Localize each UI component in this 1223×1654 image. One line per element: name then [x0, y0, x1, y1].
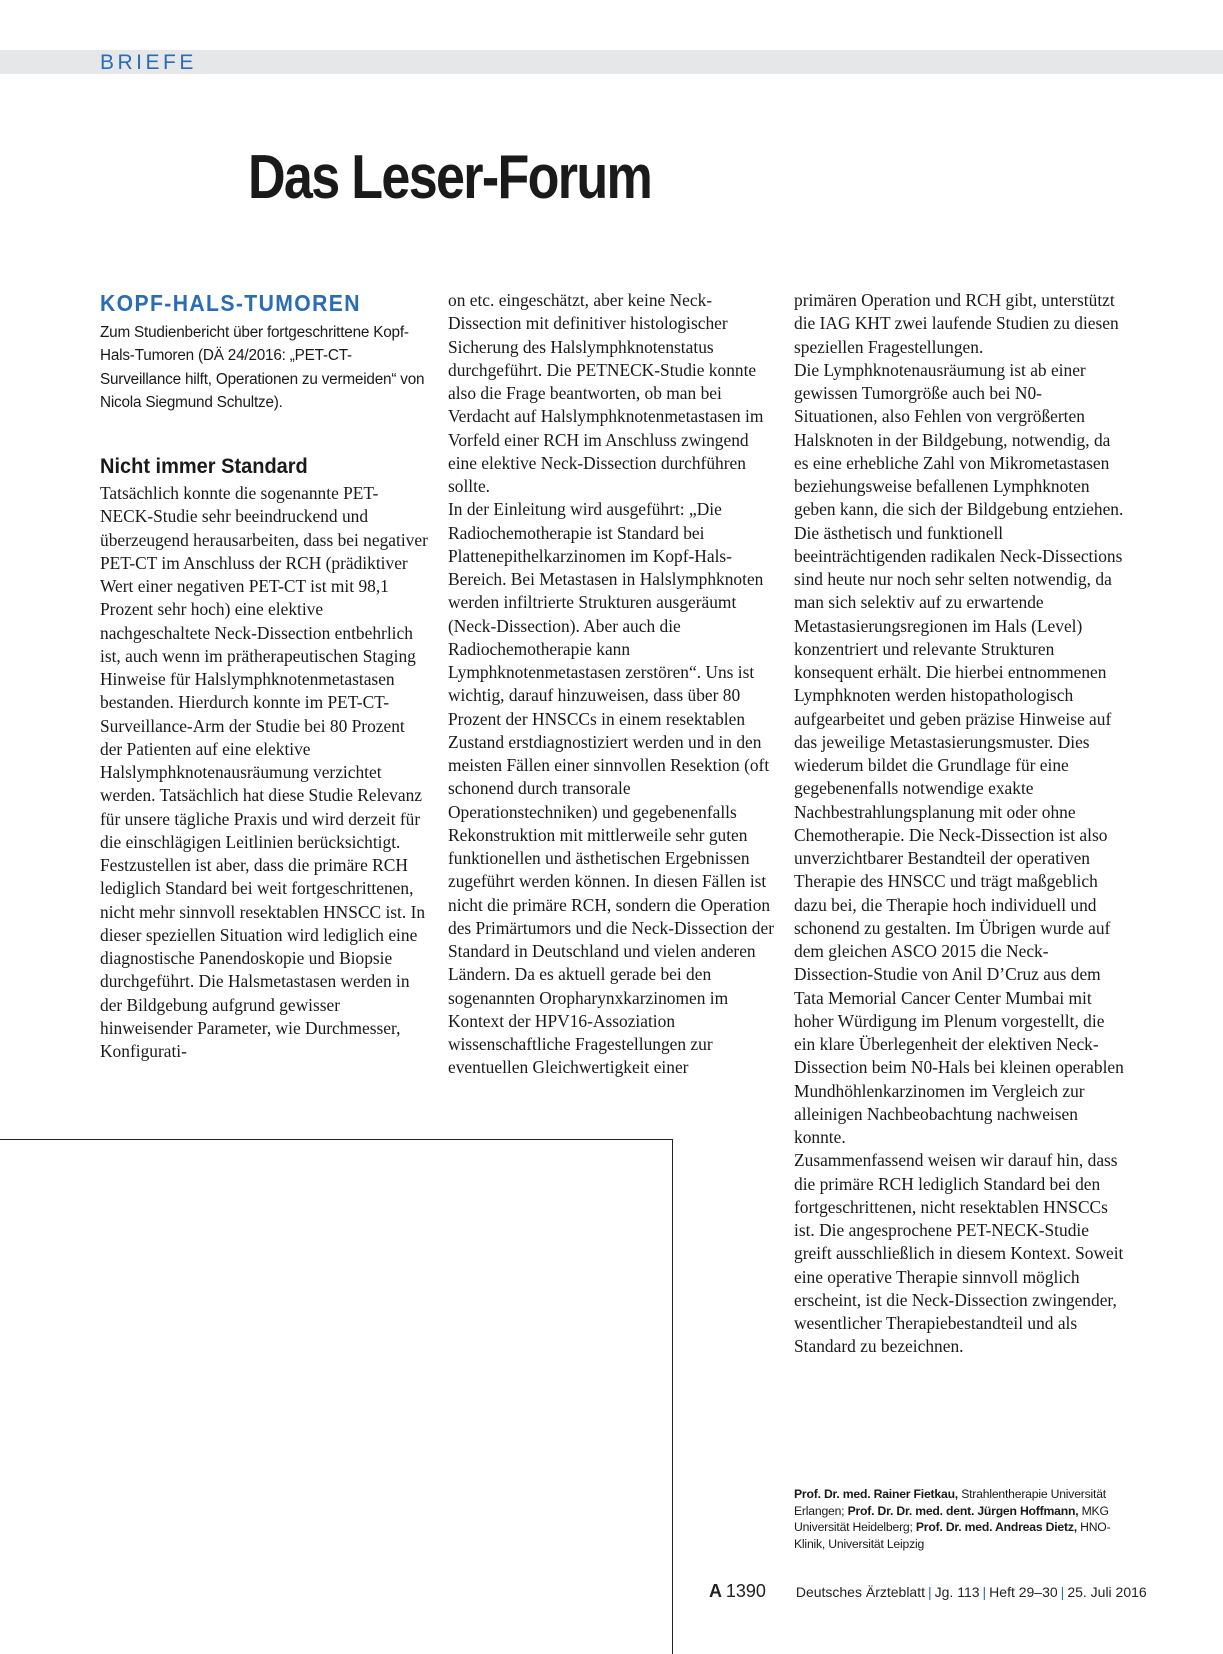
author-affiliation: MKG Universität Heidelberg;	[794, 1503, 1109, 1535]
body-paragraph: Zusammenfassend weisen wir darauf hin, dass die primäre RCH lediglich Standard bei den fortgeschrittenen, nicht resektablen HNSCCs ist. Die angesprochene PET-NECK-Studie greift ausschließlich in diesem Kontext. Soweit eine operative Therapie sinnvoll möglich erscheint, ist die Neck-Dissection zwingender, wesentlicher Therapiebestandteil und als Standard zu bezeichnen.	[794, 1150, 1124, 1357]
page-footer	[709, 1581, 1147, 1602]
article-column-2	[448, 289, 778, 1080]
ad-frame-top-border	[0, 1139, 673, 1140]
body-paragraph: on etc. eingeschätzt, aber keine Neck-Dissection mit definitiver histologischer Sicherung des Halslymphknotenstatus durchgeführt. Die PETNECK-Studie konnte also die Frage beantworten, ob man bei Verdacht auf Halslymphknotenmetastasen im Vorfeld einer RCH im Anschluss zwingend eine elektive Neck-Dissection durchführen sollte.	[448, 290, 764, 496]
footer-separator: |	[982, 1584, 987, 1600]
page-prefix: A	[709, 1581, 722, 1601]
page-number: 1390	[725, 1581, 766, 1601]
page-title: Das Leser-Forum	[248, 143, 652, 212]
letter-lead: Zum Studienbericht über fortgeschrittene Kopf-Hals-Tumoren (DÄ 24/2016: „PET-CT-Surveillance hilft, Operationen zu vermeiden“ von Nicola Siegmund Schultze).	[100, 324, 425, 411]
body-paragraph: In der Einleitung wird ausgeführt: „Die Radiochemotherapie ist Standard bei Plattenepithelkarzinomen im Kopf-Hals-Bereich. Bei Metastasen in Halslymphknoten werden infiltrierte Strukturen ausgeräumt (Neck-Dissection). Aber auch die Radiochemotherapie kann Lymphknotenmetastasen zerstören“. Uns ist wichtig, darauf hinzuweisen, dass über 80 Prozent der HNSCCs in einem resektablen Zustand erstdiagnostiziert werden und in den meisten Fällen einer sinnvollen Resektion (oft schonend durch transorale Operationstechniken) und gegebenenfalls Rekonstruktion mit mittlerweile sehr guten funktionellen und ästhetischen Ergebnissen zugeführt werden können. In diesen Fällen ist nicht die primäre RCH, sondern die Operation des Primärtumors und die Neck-Dissection der Standard in Deutschland und vielen anderen Ländern. Da es aktuell gerade bei den sogenannten Oropharynxkarzinomen im Kontext der HPV16-Assoziation wissenschaftliche Fragestellungen zur eventuellen Gleichwertigkeit einer	[448, 499, 774, 1078]
author-affiliation: HNO-Klinik, Universität Leipzig	[794, 1520, 1111, 1551]
section-label: BRIEFE	[100, 51, 197, 74]
body-paragraph: primären Operation und RCH gibt, unterstützt die IAG KHT zwei laufende Studien zu diesen speziellen Fragestellungen.	[794, 290, 1119, 357]
body-paragraph: Tatsächlich konnte die sogenannte PET-NECK-Studie sehr beeindruckend und überzeugend herausarbeiten, dass bei negativer PET-CT im Anschluss der RCH (prädiktiver Wert einer negativen PET-CT ist mit 98,1 Prozent sehr hoch) eine elektive nachgeschaltete Neck-Dissection entbehrlich ist, auch wenn im prätherapeutischen Staging Hinweise für Halslymphknotenmetastasen bestanden. Hierdurch konnte im PET-CT-Surveillance-Arm der Studie bei 80 Prozent der Patienten auf eine elektive Halslymphknotenausräumung verzichtet werden. Tatsächlich hat diese Studie Relevanz für unsere tägliche Praxis und wird derzeit für die einschlägigen Leitlinien berücksichtigt.	[100, 483, 428, 852]
letter-topic: KOPF-HALS-TUMOREN	[100, 290, 361, 316]
journal-volume: Jg. 113	[934, 1584, 980, 1600]
article-column-3	[794, 289, 1124, 1359]
author-name: Prof. Dr. med. Andreas Dietz,	[915, 1520, 1077, 1535]
footer-separator: |	[928, 1584, 932, 1600]
author-affiliation: Strahlentherapie Universität Erlangen;	[794, 1487, 1106, 1518]
letter-subhead: Nicht immer Standard	[100, 454, 308, 479]
footer-separator: |	[1060, 1584, 1065, 1600]
article-column-1	[100, 289, 430, 1063]
author-name: Prof. Dr. med. Rainer Fietkau,	[794, 1487, 958, 1501]
body-paragraph: Festzustellen ist aber, dass die primäre RCH lediglich Standard bei weit fortgeschrittenen, nicht mehr sinnvoll resektablen HNSCC ist. In dieser speziellen Situation wird lediglich eine diagnostische Panendoskopie und Biopsie durchgeführt. Die Halsmetastasen werden in der Bildgebung aufgrund gewisser hinweisender Parameter, wie Durchmesser, Konfigurati-	[100, 855, 426, 1062]
ad-frame-right-border	[672, 1139, 673, 1654]
journal-name: Deutsches Ärzteblatt	[795, 1584, 925, 1600]
body-paragraph: Die Lymphknotenausräumung ist ab einer gewissen Tumorgröße auch bei N0-Situationen, also Fehlen von vergrößerten Halsknoten in der Bildgebung, notwendig, da es eine erhebliche Zahl von Mikrometastasen beziehungsweise befallenen Lymphknoten geben kann, die sich der Bildgebung entziehen. Die ästhetisch und funktionell beeinträchtigenden radikalen Neck-Dissections sind heute nur noch sehr selten notwendig, da man sich selektiv auf zu erwartende Metastasierungsregionen im Hals (Level) konzentriert und relevante Strukturen konsequent erhält. Die hierbei entnommenen Lymphknoten werden histopathologisch aufgearbeitet und geben präzise Hinweise auf das jeweilige Metastasierungsmuster. Dies wiederum bildet die Grundlage für eine gegebenenfalls notwendige exakte Nachbestrahlungsplanung mit oder ohne Chemotherapie. Die Neck-Dissection ist also unverzichtbarer Bestandteil der operativen Therapie des HNSCC und trägt maßgeblich dazu bei, die Therapie hoch individuell und schonend zu gestalten. Im Übrigen wurde auf dem gleichen ASCO 2015 die Neck-Dissection-Studie von Anil D’Cruz aus dem Tata Memorial Cancer Center Mumbai mit hoher Würdigung im Plenum vorgestellt, die ein klare Überlegenheit der elektiven Neck-Dissection beim N0-Hals bei kleinen operablen Mundhöhlenkarzinomen im Vergleich zur alleinigen Nachbeobachtung nachweisen konnte.	[794, 359, 1124, 1147]
journal-issue: Heft 29–30	[989, 1584, 1058, 1600]
issue-date: 25. Juli 2016	[1067, 1584, 1147, 1600]
author-name: Prof. Dr. Dr. med. dent. Jürgen Hoffmann,	[847, 1503, 1079, 1518]
author-signature	[794, 1486, 1124, 1552]
